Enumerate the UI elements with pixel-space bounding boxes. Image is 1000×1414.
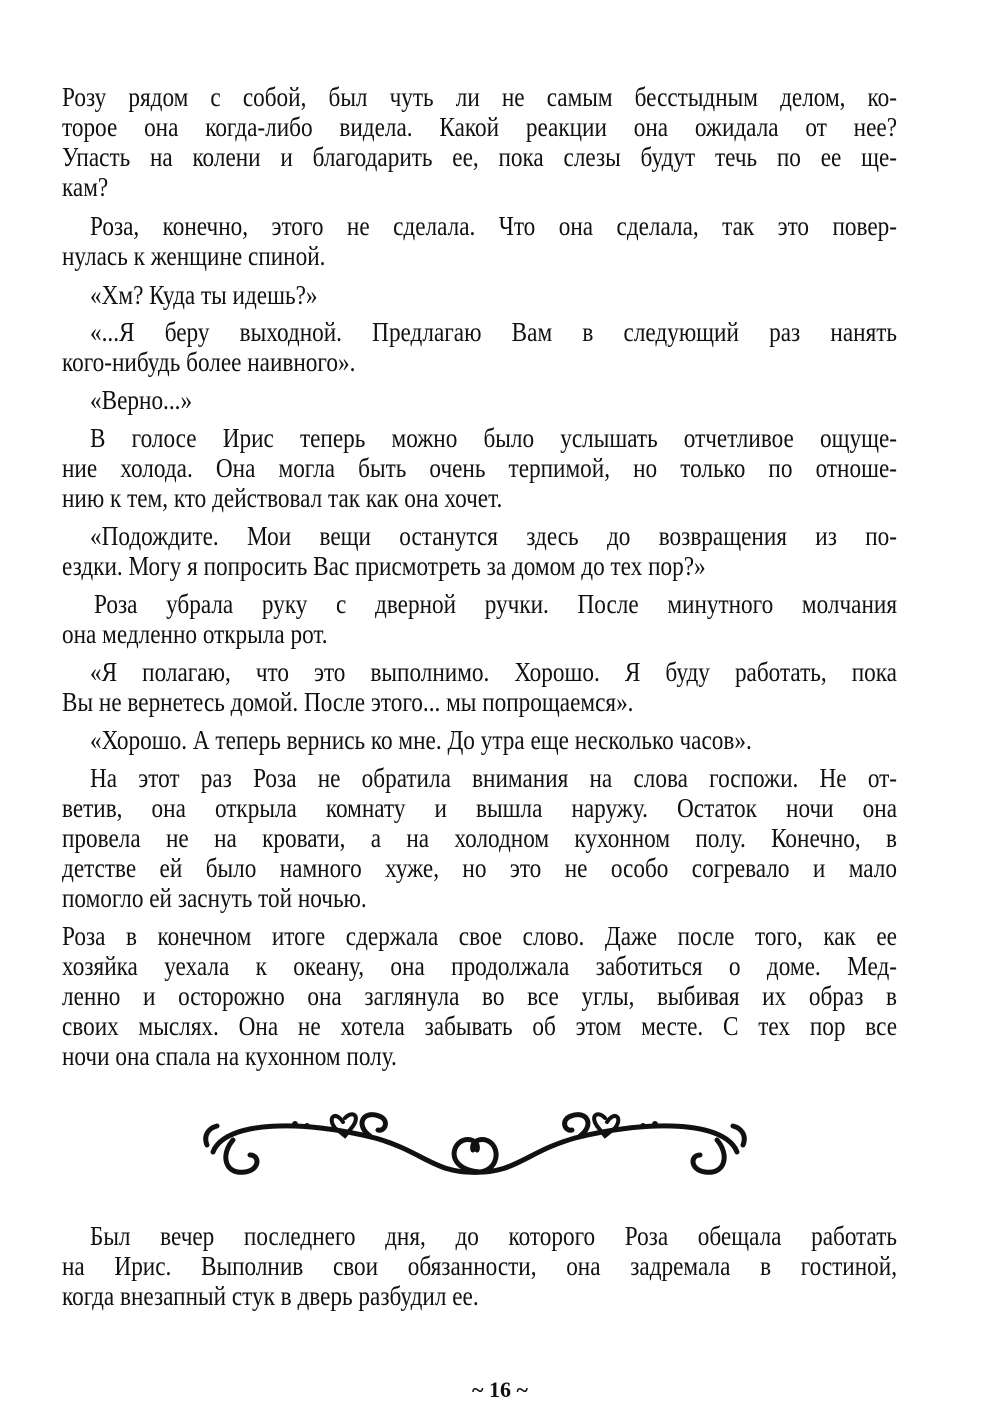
text-line: «Хорошо. А теперь вернись ко мне. До утра еще несколько часов».	[90, 725, 752, 755]
text-line: кам?	[62, 172, 109, 202]
text-line: «Подождите. Мои вещи останутся здесь до возвращения из по-	[90, 521, 898, 551]
text-line: ездки. Могу я попросить Вас присмотреть за домом до тех пор?»	[62, 551, 706, 581]
text-line: ночи она спала на кухонном полу.	[62, 1041, 397, 1071]
page-number: ~ 16 ~	[472, 1377, 528, 1402]
text-line: Роза убрала руку с дверной ручки. После минутного молчания	[94, 589, 897, 619]
text-line: торое она когда-либо видела. Какой реакции она ожидала от нее?	[62, 112, 898, 142]
text-line: Упасть на колени и благодарить ее, пока слезы будут течь по ее ще-	[62, 142, 898, 172]
text-line: ленно и осторожно она заглянула во все углы, выбивая их образ в	[62, 981, 897, 1011]
text-line: она медленно открыла рот.	[62, 619, 328, 649]
text-line: Розу рядом с собой, был чуть ли не самым бесстыдным делом, ко-	[62, 82, 898, 112]
text-line: Был вечер последнего дня, до которого Роза обещала работать	[90, 1221, 898, 1251]
text-line: детстве ей было намного хуже, но это не особо согревало и мало	[62, 853, 898, 883]
ornament-divider-icon	[195, 1100, 755, 1190]
text-line: нию к тем, кто действовал так как она хочет.	[62, 483, 503, 513]
text-line: «...Я беру выходной. Предлагаю Вам в следующий раз нанять	[90, 317, 897, 347]
text-line: ние холода. Она могла быть очень терпимой, но только по отноше-	[62, 453, 898, 483]
text-line: Вы не вернетесь домой. После этого... мы попрощаемся».	[62, 687, 634, 717]
text-line: когда внезапный стук в дверь разбудил ее.	[62, 1281, 479, 1311]
text-line: нулась к женщине спиной.	[62, 241, 326, 271]
text-line: хозяйка уехала к океану, она продолжала заботиться о доме. Мед-	[62, 951, 897, 981]
text-line: кого-нибудь более наивного».	[62, 347, 356, 377]
text-line: помогло ей заснуть той ночью.	[62, 883, 367, 913]
text-line: «Я полагаю, что это выполнимо. Хорошо. Я буду работать, пока	[90, 657, 898, 687]
text-line: Роза в конечном итоге сдержала свое слово. Даже после того, как ее	[62, 921, 897, 951]
text-line: «Верно...»	[90, 385, 193, 415]
text-line: ветив, она открыла комнату и вышла наружу. Остаток ночи она	[62, 793, 898, 823]
text-line: «Хм? Куда ты идешь?»	[90, 280, 318, 310]
text-line: провела не на кровати, а на холодном кухонном полу. Конечно, в	[62, 823, 898, 853]
text-line: своих мыслях. Она не хотела забывать об этом месте. С тех пор все	[62, 1011, 898, 1041]
text-line: На этот раз Роза не обратила внимания на слова госпожи. Не от-	[90, 763, 898, 793]
text-line: В голосе Ирис теперь можно было услышать отчетливое ощуще-	[90, 423, 898, 453]
text-line: на Ирис. Выполнив свои обязанности, она задремала в гостиной,	[62, 1251, 898, 1281]
text-line: Роза, конечно, этого не сделала. Что она сделала, так это повер-	[90, 211, 898, 241]
